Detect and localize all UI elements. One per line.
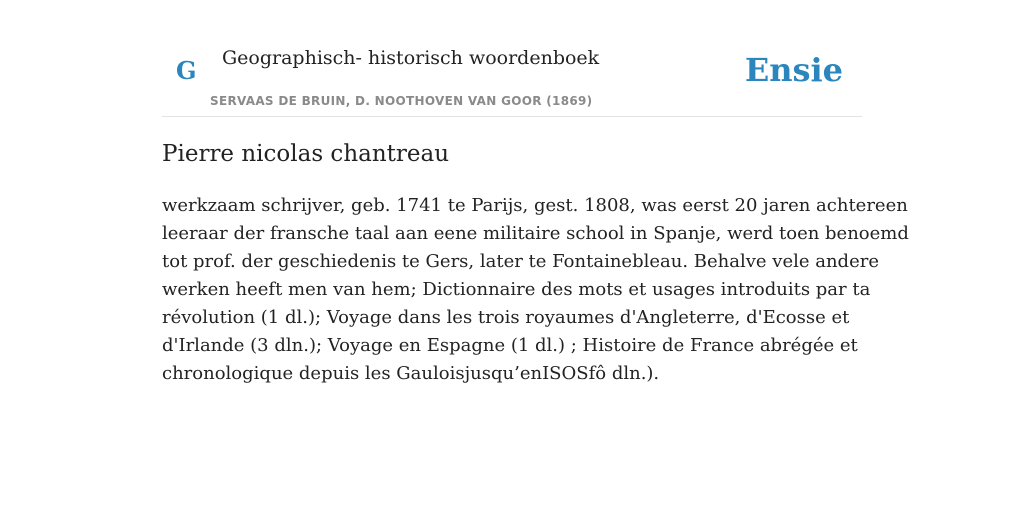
entry-body-line: chronologique depuis les Gauloisjusqu’enISOSfô dln.). [162, 363, 660, 384]
book-title-link[interactable]: Geographisch- historisch woordenboek [222, 47, 600, 69]
entry-body-line: werken heeft men van hem; Dictionnaire des mots et usages introduits par ta [162, 279, 871, 300]
entry-title: Pierre nicolas chantreau [162, 141, 450, 167]
entry-body-line: d'Irlande (3 dln.); Voyage en Espagne (1 dl.) ; Histoire de France abrégée et [162, 335, 858, 356]
ensie-logo-link[interactable]: Ensie [744, 51, 843, 89]
entry-body-line: werkzaam schrijver, geb. 1741 te Parijs, gest. 1808, was eerst 20 jaren achtereen [162, 195, 908, 216]
entry-body [162, 192, 909, 388]
entry-body-line: leeraar der fransche taal aan eene militaire school in Spanje, werd toen benoemd [162, 223, 909, 244]
book-authors: SERVAAS DE BRUIN, D. NOOTHOVEN VAN GOOR (1869) [210, 94, 593, 108]
entry-body-line: révolution (1 dl.); Voyage dans les trois royaumes d'Angleterre, d'Ecosse et [162, 307, 850, 328]
header [162, 0, 862, 117]
letter-index-link[interactable]: G [176, 56, 197, 85]
entry-body-line: tot prof. der geschiedenis te Gers, later te Fontainebleau. Behalve vele andere [162, 251, 879, 272]
